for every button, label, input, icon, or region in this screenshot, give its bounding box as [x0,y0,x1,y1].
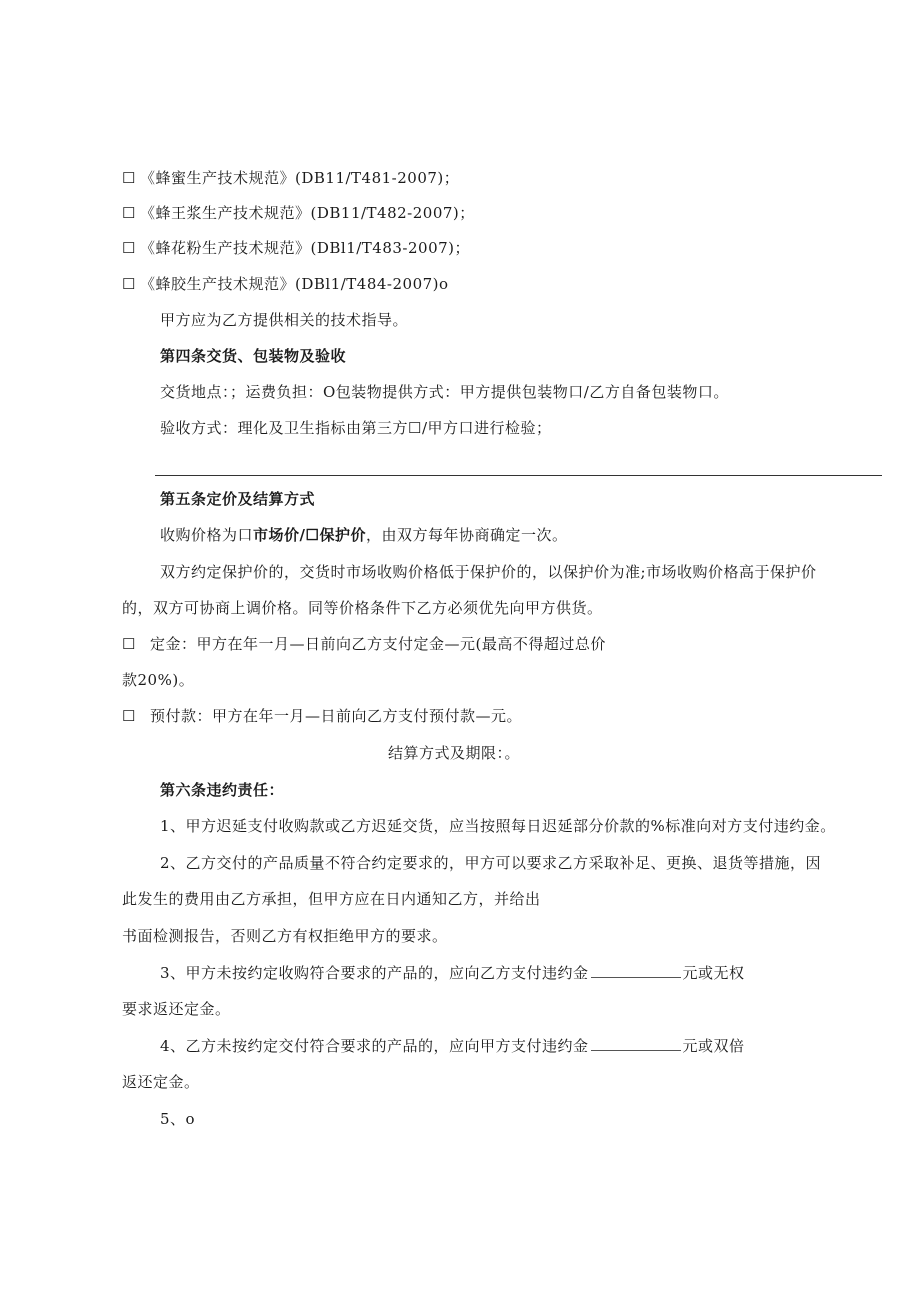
standard-item-royal-jelly [122,203,475,223]
item4-text: 4、乙方未按约定交付符合要求的产品的，应向甲方支付违约金 [160,1037,589,1055]
price-line [160,525,567,545]
liability-item3-line1 [160,963,745,983]
standard-text: 《蜂花粉生产技术规范》(DBl1/T483-2007)； [140,239,471,257]
standard-text: 《蜂胶生产技术规范》(DBl1/T484-2007)o [140,275,449,293]
liability-item1: 1、甲方迟延支付收购款或乙方迟延交货，应当按照每日迟延部分价款的%标准向对方支付违约金。 [160,817,836,835]
standard-item-honey [122,168,459,188]
checkbox-icon[interactable]: ☐ [122,169,136,187]
checkbox-icon[interactable]: ☐ [122,239,136,257]
deposit-line [122,634,606,654]
standard-item-propolis [122,274,449,294]
deposit-line2: 款20%)。 [122,671,195,689]
checkbox-icon[interactable]: ☐ [122,707,136,725]
liability-item2-line3: 书面检测报告，否则乙方有权拒绝甲方的要求。 [122,927,448,945]
price-option: 市场价/☐保护价 [253,526,366,544]
liability-item4-line2: 返还定金。 [122,1073,200,1091]
liability-item2-line1: 2、乙方交付的产品质量不符合约定要求的，甲方可以要求乙方采取补足、更换、退货等措施，因 [160,854,822,872]
standard-item-bee-pollen [122,238,470,258]
deposit-text: 定金：甲方在年一月—日前向乙方支付定金—元(最高不得超过总价 [150,635,606,653]
item4-text-suffix: 元或双倍 [682,1037,745,1055]
standard-text: 《蜂王浆生产技术规范》(DB11/T482-2007)； [140,204,475,222]
liability-item3-line2: 要求返还定金。 [122,1000,231,1018]
article5-title: 第五条定价及结算方式 [160,490,316,508]
standard-text: 《蜂蜜生产技术规范》(DB11/T481-2007)； [140,169,460,187]
liability-item5: 5、o [160,1110,196,1128]
section-divider [155,475,882,476]
article4-title: 第四条交货、包装物及验收 [160,347,347,365]
price-prefix: 收购价格为口 [160,526,254,544]
tech-guidance-text: 甲方应为乙方提供相关的技术指导。 [160,311,409,329]
article6-title: 第六条违约责任： [160,781,285,799]
item3-text-suffix: 元或无权 [682,964,745,982]
prepay-line [122,706,522,726]
liability-item2-line2: 此发生的费用由乙方承担，但甲方应在日内通知乙方，并给出 [122,890,541,908]
checkbox-icon[interactable]: ☐ [122,204,136,222]
prepay-text: 预付款：甲方在年一月—日前向乙方支付预付款—元。 [150,707,523,725]
checkbox-icon[interactable]: ☐ [122,275,136,293]
protect-price-line2: 的，双方可协商上调价格。同等价格条件下乙方必须优先向甲方供货。 [122,599,603,617]
delivery-text: 交货地点：；运费负担：O包装物提供方式：甲方提供包装物口/乙方自备包装物口。 [160,383,729,401]
penalty-amount-field[interactable] [591,1036,681,1051]
item3-text: 3、甲方未按约定收购符合要求的产品的，应向乙方支付违约金 [160,964,589,982]
checkbox-icon[interactable]: ☐ [122,635,136,653]
price-suffix: ，由双方每年协商确定一次。 [365,526,568,544]
liability-item4-line1 [160,1036,745,1056]
inspection-text: 验收方式：理化及卫生指标由第三方☐/甲方口进行检验； [160,419,552,437]
penalty-amount-field[interactable] [591,963,681,978]
protect-price-line1: 双方约定保护价的，交货时市场收购价格低于保护价的，以保护价为准;市场收购价格高于保护价 [160,563,817,581]
settlement-text: 结算方式及期限：。 [388,744,521,762]
